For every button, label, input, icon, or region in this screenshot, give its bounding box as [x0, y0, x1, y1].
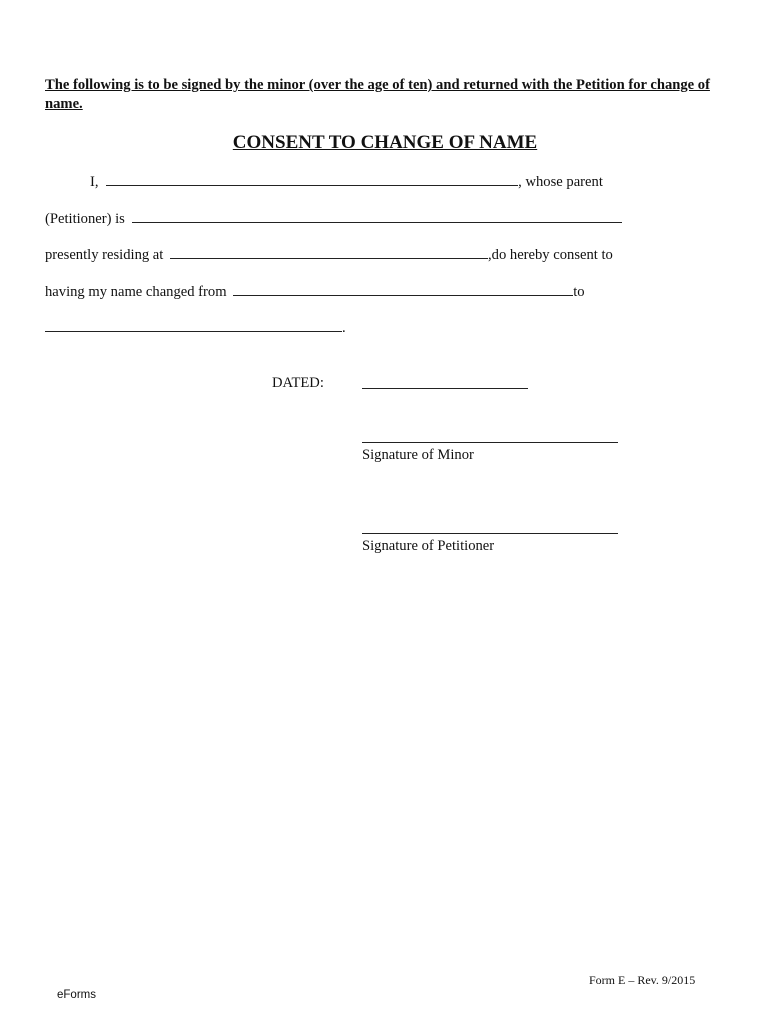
instruction-text: The following is to be signed by the minor (over the age of ten) and returned with the Petition for change of name. — [45, 77, 710, 112]
date-field[interactable] — [362, 388, 528, 389]
residence-line — [45, 245, 613, 264]
dated-label: DATED: — [272, 375, 324, 391]
eforms-logo: eForms — [57, 989, 96, 1001]
minor-signature-label: Signature of Minor — [362, 447, 474, 463]
line4-prefix: having my name changed from — [45, 284, 227, 300]
new-name-line — [45, 318, 346, 337]
line1-suffix: , whose parent — [518, 174, 603, 190]
petitioner-signature-label: Signature of Petitioner — [362, 538, 495, 554]
residence-field[interactable] — [170, 245, 488, 259]
name-change-line — [45, 282, 585, 301]
form-revision: Form E – Rev. 9/2015 — [589, 973, 696, 987]
minor-name-field[interactable] — [106, 172, 518, 186]
line5-suffix: . — [342, 320, 346, 336]
minor-signature-field[interactable] — [362, 442, 618, 443]
line2-prefix: (Petitioner) is — [45, 211, 125, 227]
petitioner-line — [45, 209, 622, 228]
minor-name-line — [90, 172, 603, 191]
current-name-field[interactable] — [233, 282, 573, 296]
form-title: CONSENT TO CHANGE OF NAME — [232, 132, 538, 153]
petitioner-name-field[interactable] — [132, 209, 622, 223]
petitioner-signature-field[interactable] — [362, 533, 618, 534]
new-name-field[interactable] — [45, 318, 342, 332]
line3-prefix: presently residing at — [45, 247, 164, 263]
line4-suffix: to — [573, 284, 585, 300]
line3-suffix: ,do hereby consent to — [488, 247, 613, 263]
line1-prefix: I, — [90, 174, 99, 190]
